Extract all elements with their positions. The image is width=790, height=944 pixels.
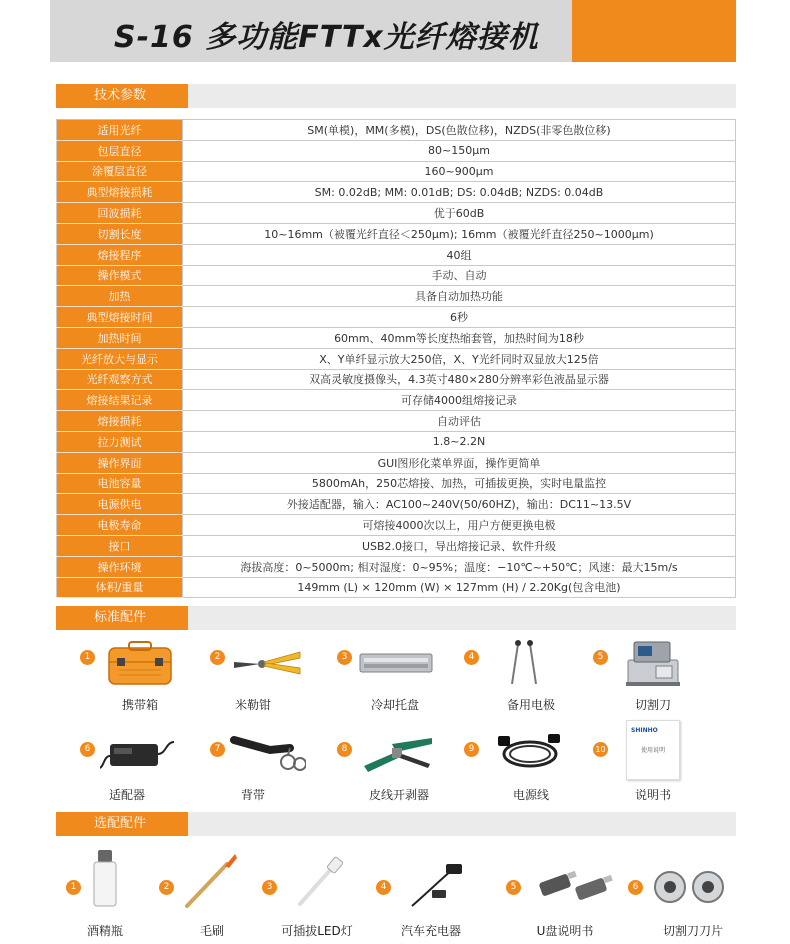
item-number: 1 <box>66 880 81 895</box>
spec-row <box>57 369 736 390</box>
brush-icon <box>183 852 239 910</box>
item-label: 说明书 <box>634 788 671 802</box>
spec-value: USB2.0接口，导出熔接记录、软件升级 <box>183 535 736 556</box>
spec-value: 可熔接4000次以上，用户方便更换电极 <box>183 515 736 536</box>
spec-row <box>57 140 736 161</box>
spec-value: 160~900μm <box>183 161 736 182</box>
spec-key: 电池容量 <box>57 473 183 494</box>
power-cord-icon <box>496 732 562 772</box>
spec-row <box>57 286 736 307</box>
spec-key: 适用光纤 <box>57 120 183 141</box>
item-label: 电源线 <box>512 788 549 802</box>
spec-value: 10~16mm（被覆光纤直径＜250μm); 16mm（被覆光纤直径250~1000μm) <box>183 223 736 244</box>
spec-value: SM(单模)，MM(多模)，DS(色散位移)，NZDS(非零色散位移) <box>183 120 736 141</box>
spec-key: 典型熔接时间 <box>57 307 183 328</box>
spec-key: 接口 <box>57 535 183 556</box>
spec-row <box>57 577 736 598</box>
spec-row <box>57 411 736 432</box>
spec-key: 包层直径 <box>57 140 183 161</box>
item-label: 适配器 <box>108 788 145 802</box>
item-number: 6 <box>80 742 95 757</box>
item-number: 5 <box>593 650 608 665</box>
cleaver-blade-icon <box>648 870 744 904</box>
item-number: 1 <box>80 650 95 665</box>
manual-icon <box>626 720 680 780</box>
spec-key: 操作模式 <box>57 265 183 286</box>
spec-table <box>56 119 736 598</box>
cleaver-icon <box>624 636 682 690</box>
spec-row <box>57 473 736 494</box>
spec-value: 1.8~2.2N <box>183 431 736 452</box>
spec-value: 双高灵敏度摄像头，4.3英寸480×280分辨率彩色液晶显示器 <box>183 369 736 390</box>
spec-row <box>57 161 736 182</box>
item-number: 3 <box>337 650 352 665</box>
spec-row <box>57 120 736 141</box>
spec-row <box>57 223 736 244</box>
spec-value: 60mm、40mm等长度热缩套管，加热时间为18秒 <box>183 327 736 348</box>
item-label: 酒精瓶 <box>86 924 123 938</box>
section-bar-specs <box>56 84 736 108</box>
item-label: U盘说明书 <box>536 924 594 938</box>
item-label: 背带 <box>240 788 265 802</box>
spec-key: 熔接程序 <box>57 244 183 265</box>
spec-key: 熔接损耗 <box>57 411 183 432</box>
car-charger-icon <box>408 862 468 912</box>
section-bar-standard <box>56 606 736 630</box>
page-title: S-16 多功能FTTx光纤熔接机 <box>114 20 539 55</box>
item-number: 10 <box>593 742 608 757</box>
spec-row <box>57 307 736 328</box>
spec-row <box>57 494 736 515</box>
spec-row <box>57 556 736 577</box>
item-label: 携带箱 <box>121 698 158 712</box>
item-label: 毛刷 <box>199 924 224 938</box>
spec-key: 光纤观察方式 <box>57 369 183 390</box>
spec-row <box>57 535 736 556</box>
spec-value: 手动、自动 <box>183 265 736 286</box>
power-adapter-icon <box>100 736 176 772</box>
spec-row <box>57 327 736 348</box>
item-number: 4 <box>464 650 479 665</box>
item-number: 7 <box>210 742 225 757</box>
spec-value: 80~150μm <box>183 140 736 161</box>
item-label: 可插拔LED灯 <box>281 924 353 938</box>
item-label: 冷却托盘 <box>370 698 419 712</box>
spec-row <box>57 348 736 369</box>
spec-value: 优于60dB <box>183 203 736 224</box>
cable-stripper-icon <box>362 736 434 772</box>
item-number: 2 <box>210 650 225 665</box>
item-number: 9 <box>464 742 479 757</box>
spec-key: 加热 <box>57 286 183 307</box>
spec-key: 加热时间 <box>57 327 183 348</box>
spec-key: 拉力测试 <box>57 431 183 452</box>
spec-row <box>57 515 736 536</box>
miller-pliers-icon <box>230 648 302 680</box>
spec-key: 电源供电 <box>57 494 183 515</box>
cooling-tray-icon <box>358 652 434 674</box>
section-title-optional: 选配配件 <box>56 812 188 836</box>
spec-key: 操作界面 <box>57 452 183 473</box>
item-label: 切割刀刀片 <box>662 924 723 938</box>
spec-key: 切割长度 <box>57 223 183 244</box>
spec-key: 操作环境 <box>57 556 183 577</box>
spec-row <box>57 452 736 473</box>
section-bar-optional <box>56 812 736 836</box>
manual-brand: SHINHO <box>631 727 658 734</box>
spec-value: 外接适配器，输入：AC100~240V(50/60HZ)，输出：DC11~13.5V <box>183 494 736 515</box>
spec-key: 熔接结果记录 <box>57 390 183 411</box>
page-header <box>50 0 736 62</box>
spec-value: 自动评估 <box>183 411 736 432</box>
spec-value: 可存储4000组熔接记录 <box>183 390 736 411</box>
spec-value: 海拔高度：0~5000m; 相对湿度：0~95%；温度：−10℃~+50℃；风速：最大15m/s <box>183 556 736 577</box>
spec-row <box>57 390 736 411</box>
spec-key: 涂覆层直径 <box>57 161 183 182</box>
alcohol-bottle-icon <box>90 848 120 908</box>
spec-row <box>57 182 736 203</box>
item-label: 备用电极 <box>506 698 555 712</box>
carrying-case-icon <box>105 640 175 688</box>
item-number: 6 <box>628 880 643 895</box>
spec-value: X、Y单纤显示放大250倍，X、Y光纤同时双显放大125倍 <box>183 348 736 369</box>
spec-key: 电极寿命 <box>57 515 183 536</box>
spec-value: 149mm (L) × 120mm (W) × 127mm (H) / 2.20Kg(包含电池) <box>183 577 736 598</box>
item-number: 3 <box>262 880 277 895</box>
item-number: 2 <box>159 880 174 895</box>
spec-key: 回波损耗 <box>57 203 183 224</box>
header-accent-block <box>572 0 736 62</box>
spec-value: 6秒 <box>183 307 736 328</box>
spec-value: SM: 0.02dB; MM: 0.01dB; DS: 0.04dB; NZDS: 0.04dB <box>183 182 736 203</box>
led-light-icon <box>296 856 346 908</box>
section-title-specs: 技术参数 <box>56 84 188 108</box>
spec-value: 具备自动加热功能 <box>183 286 736 307</box>
spec-key: 体积/重量 <box>57 577 183 598</box>
manual-cover-text: 使用说明 <box>641 747 666 754</box>
spec-row <box>57 203 736 224</box>
spec-row <box>57 265 736 286</box>
spec-value: 5800mAh，250芯熔接、加热，可插拔更换，实时电量监控 <box>183 473 736 494</box>
item-number: 4 <box>376 880 391 895</box>
item-label: 皮线开剥器 <box>368 788 429 802</box>
item-number: 5 <box>506 880 521 895</box>
spec-value: GUI图形化菜单界面，操作更简单 <box>183 452 736 473</box>
usb-drive-icon <box>538 866 614 902</box>
item-number: 8 <box>337 742 352 757</box>
spare-electrodes-icon <box>508 636 540 688</box>
spec-row <box>57 431 736 452</box>
spec-row <box>57 244 736 265</box>
item-label: 切割刀 <box>634 698 671 712</box>
spec-value: 40组 <box>183 244 736 265</box>
item-label: 米勒钳 <box>234 698 271 712</box>
shoulder-strap-icon <box>230 732 306 778</box>
section-title-standard: 标准配件 <box>56 606 188 630</box>
item-label: 汽车充电器 <box>400 924 461 938</box>
spec-key: 典型熔接损耗 <box>57 182 183 203</box>
spec-key: 光纤放大与显示 <box>57 348 183 369</box>
